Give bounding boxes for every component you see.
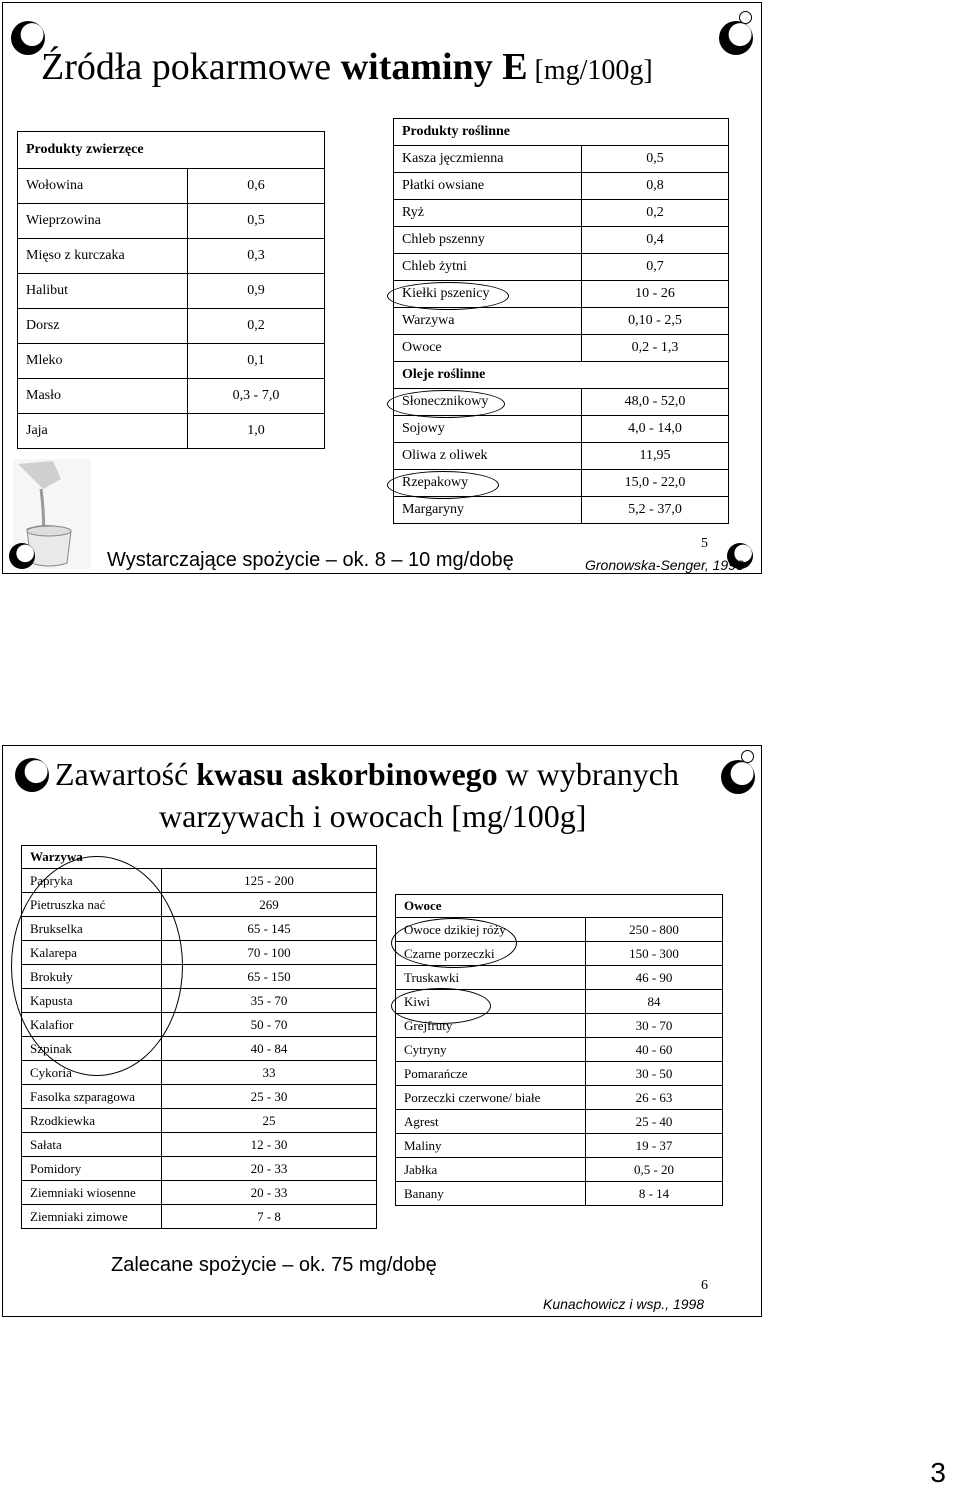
item-value: 25 — [162, 1109, 377, 1133]
item-name: Jaja — [18, 414, 188, 449]
item-name: Wołowina — [18, 169, 188, 204]
table-row — [18, 169, 325, 204]
slide-number: 6 — [701, 1278, 708, 1293]
slide-title — [55, 756, 679, 793]
item-name: Brukselka — [22, 917, 162, 941]
item-name: Sojowy — [394, 416, 582, 443]
table-row — [18, 379, 325, 414]
item-name: Pomidory — [22, 1157, 162, 1181]
table-row — [22, 1181, 377, 1205]
item-value: 50 - 70 — [162, 1013, 377, 1037]
bullet-ring-icon — [741, 750, 754, 763]
item-name: Papryka — [22, 869, 162, 893]
table-row — [394, 308, 729, 335]
item-value: 4,0 - 14,0 — [582, 416, 729, 443]
item-value: 5,2 - 37,0 — [582, 497, 729, 524]
table-row — [22, 1037, 377, 1061]
item-name: Jabłka — [396, 1158, 586, 1182]
table-row — [394, 254, 729, 281]
slide-vitamin-e — [2, 2, 762, 574]
table-row — [22, 1157, 377, 1181]
item-value: 125 - 200 — [162, 869, 377, 893]
item-value: 20 - 33 — [162, 1181, 377, 1205]
item-value: 0,5 — [582, 146, 729, 173]
title-bold-text: kwasu askorbinowego — [196, 756, 498, 792]
table-row — [396, 1182, 723, 1206]
item-name: Chleb żytni — [394, 254, 582, 281]
intake-note: Zalecane spożycie – ok. 75 mg/dobę — [111, 1254, 437, 1276]
item-value: 0,10 - 2,5 — [582, 308, 729, 335]
item-value: 0,4 — [582, 227, 729, 254]
item-name: Maliny — [396, 1134, 586, 1158]
table-row — [396, 1110, 723, 1134]
table-row — [22, 989, 377, 1013]
item-value: 46 - 90 — [586, 966, 723, 990]
table-row — [396, 1014, 723, 1038]
title-text-end: w wybranych — [497, 756, 679, 792]
item-name: Masło — [18, 379, 188, 414]
vegetables-table — [21, 845, 377, 1229]
table-row — [22, 1061, 377, 1085]
item-value: 0,5 - 20 — [586, 1158, 723, 1182]
item-name: Słonecznikowy — [394, 389, 582, 416]
item-value: 0,7 — [582, 254, 729, 281]
item-value: 269 — [162, 893, 377, 917]
item-value: 0,1 — [188, 344, 325, 379]
item-name: Owoce dzikiej róży — [396, 918, 586, 942]
item-name: Mięso z kurczaka — [18, 239, 188, 274]
item-name: Płatki owsiane — [394, 173, 582, 200]
item-name: Agrest — [396, 1110, 586, 1134]
plant-products-table — [393, 118, 729, 524]
item-name: Owoce — [394, 335, 582, 362]
title-unit: [mg/100g] — [527, 55, 653, 86]
table-header: Produkty roślinne — [394, 119, 729, 146]
item-name: Kiwi — [396, 990, 586, 1014]
table-row — [396, 966, 723, 990]
table-row — [396, 1134, 723, 1158]
table-row — [396, 990, 723, 1014]
item-value: 0,8 — [582, 173, 729, 200]
item-value: 48,0 - 52,0 — [582, 389, 729, 416]
item-value: 0,2 — [188, 309, 325, 344]
table-row — [394, 362, 729, 389]
item-name: Ziemniaki wiosenne — [22, 1181, 162, 1205]
item-name: Porzeczki czerwone/ białe — [396, 1086, 586, 1110]
item-name: Dorsz — [18, 309, 188, 344]
table-row — [396, 1038, 723, 1062]
item-value: 12 - 30 — [162, 1133, 377, 1157]
bullet-ring-icon — [739, 11, 752, 24]
page-number: 3 — [930, 1457, 946, 1488]
item-value: 65 - 150 — [162, 965, 377, 989]
table-row — [18, 414, 325, 449]
title-text: Zawartość — [55, 756, 197, 792]
table-row — [18, 274, 325, 309]
table-row — [394, 443, 729, 470]
item-value: 0,6 — [188, 169, 325, 204]
item-value: 19 - 37 — [586, 1134, 723, 1158]
table-row — [22, 965, 377, 989]
item-name: Fasolka szparagowa — [22, 1085, 162, 1109]
title-text: Źródła pokarmowe — [41, 46, 341, 88]
item-name: Cytryny — [396, 1038, 586, 1062]
item-value: 40 - 84 — [162, 1037, 377, 1061]
item-value: 65 - 145 — [162, 917, 377, 941]
item-value: 26 - 63 — [586, 1086, 723, 1110]
item-name: Mleko — [18, 344, 188, 379]
table-row — [394, 470, 729, 497]
item-name: Pomarańcze — [396, 1062, 586, 1086]
table-row — [394, 389, 729, 416]
intake-note: Wystarczające spożycie – ok. 8 – 10 mg/dobę — [107, 549, 514, 571]
table-header: Owoce — [396, 895, 723, 918]
table-row — [396, 1062, 723, 1086]
table-row — [22, 1085, 377, 1109]
table-row — [394, 200, 729, 227]
bullet-decoration-icon — [11, 21, 45, 55]
item-name: Wieprzowina — [18, 204, 188, 239]
item-name: Rzepakowy — [394, 470, 582, 497]
item-value: 0,3 — [188, 239, 325, 274]
item-value: 30 - 50 — [586, 1062, 723, 1086]
item-name: Czarne porzeczki — [396, 942, 586, 966]
source-citation: Gronowska-Senger, 1998 — [585, 557, 744, 573]
table-row — [22, 1109, 377, 1133]
item-name: Chleb pszenny — [394, 227, 582, 254]
item-name: Ziemniaki zimowe — [22, 1205, 162, 1229]
item-name: Brokuły — [22, 965, 162, 989]
item-value: 0,2 - 1,3 — [582, 335, 729, 362]
item-name: Truskawki — [396, 966, 586, 990]
table-row — [394, 335, 729, 362]
item-value: 250 - 800 — [586, 918, 723, 942]
table-row — [396, 1158, 723, 1182]
item-name: Cykoria — [22, 1061, 162, 1085]
slide-title — [41, 45, 653, 89]
table-row — [394, 497, 729, 524]
item-name: Kiełki pszenicy — [394, 281, 582, 308]
item-value: 1,0 — [188, 414, 325, 449]
table-row — [22, 1205, 377, 1229]
item-value: 11,95 — [582, 443, 729, 470]
table-row — [18, 344, 325, 379]
item-value: 35 - 70 — [162, 989, 377, 1013]
item-name: Kasza jęczmienna — [394, 146, 582, 173]
item-value: 10 - 26 — [582, 281, 729, 308]
item-name: Oliwa z oliwek — [394, 443, 582, 470]
title-bold-text: witaminy E — [340, 46, 528, 88]
bullet-decoration-icon — [721, 760, 755, 794]
item-name: Kalafior — [22, 1013, 162, 1037]
item-name: Pietruszka nać — [22, 893, 162, 917]
animal-products-table — [17, 131, 325, 449]
table-row — [18, 204, 325, 239]
item-name: Halibut — [18, 274, 188, 309]
item-value: 150 - 300 — [586, 942, 723, 966]
item-name: Kapusta — [22, 989, 162, 1013]
item-value: 0,3 - 7,0 — [188, 379, 325, 414]
item-value: 0,2 — [582, 200, 729, 227]
table-row — [22, 1133, 377, 1157]
table-header: Warzywa — [22, 846, 377, 869]
item-value: 20 - 33 — [162, 1157, 377, 1181]
item-name: Sałata — [22, 1133, 162, 1157]
item-value: 8 - 14 — [586, 1182, 723, 1206]
item-value: 33 — [162, 1061, 377, 1085]
item-name: Szpinak — [22, 1037, 162, 1061]
item-name: Margaryny — [394, 497, 582, 524]
table-row — [22, 1013, 377, 1037]
table-row — [18, 239, 325, 274]
item-value: 0,9 — [188, 274, 325, 309]
slide-vitamin-c — [2, 745, 762, 1317]
source-citation: Kunachowicz i wsp., 1998 — [543, 1296, 705, 1312]
item-value: 25 - 40 — [586, 1110, 723, 1134]
slide-number: 5 — [701, 536, 708, 551]
table-row — [396, 918, 723, 942]
table-row — [22, 917, 377, 941]
table-header: Oleje roślinne — [394, 362, 729, 389]
table-row — [394, 416, 729, 443]
bullet-decoration-icon — [719, 21, 753, 55]
item-value: 0,5 — [188, 204, 325, 239]
item-value: 30 - 70 — [586, 1014, 723, 1038]
table-row — [394, 227, 729, 254]
table-row — [394, 281, 729, 308]
item-name: Kalarepa — [22, 941, 162, 965]
item-value: 84 — [586, 990, 723, 1014]
table-row — [396, 942, 723, 966]
item-name: Warzywa — [394, 308, 582, 335]
item-name: Grejfruty — [396, 1014, 586, 1038]
bullet-decoration-icon — [15, 758, 49, 792]
item-value: 25 - 30 — [162, 1085, 377, 1109]
table-row — [396, 1086, 723, 1110]
item-name: Rzodkiewka — [22, 1109, 162, 1133]
item-value: 70 - 100 — [162, 941, 377, 965]
bullet-decoration-icon — [9, 543, 35, 569]
table-row — [22, 893, 377, 917]
item-name: Banany — [396, 1182, 586, 1206]
table-row — [394, 146, 729, 173]
table-header: Produkty zwierzęce — [18, 132, 325, 169]
item-value: 7 - 8 — [162, 1205, 377, 1229]
item-value: 40 - 60 — [586, 1038, 723, 1062]
item-name: Ryż — [394, 200, 582, 227]
fruits-table — [395, 894, 723, 1206]
slide-title-line2: warzywach i owocach [mg/100g] — [159, 798, 587, 834]
table-row — [22, 869, 377, 893]
item-value: 15,0 - 22,0 — [582, 470, 729, 497]
table-row — [18, 309, 325, 344]
table-row — [394, 173, 729, 200]
table-row — [22, 941, 377, 965]
